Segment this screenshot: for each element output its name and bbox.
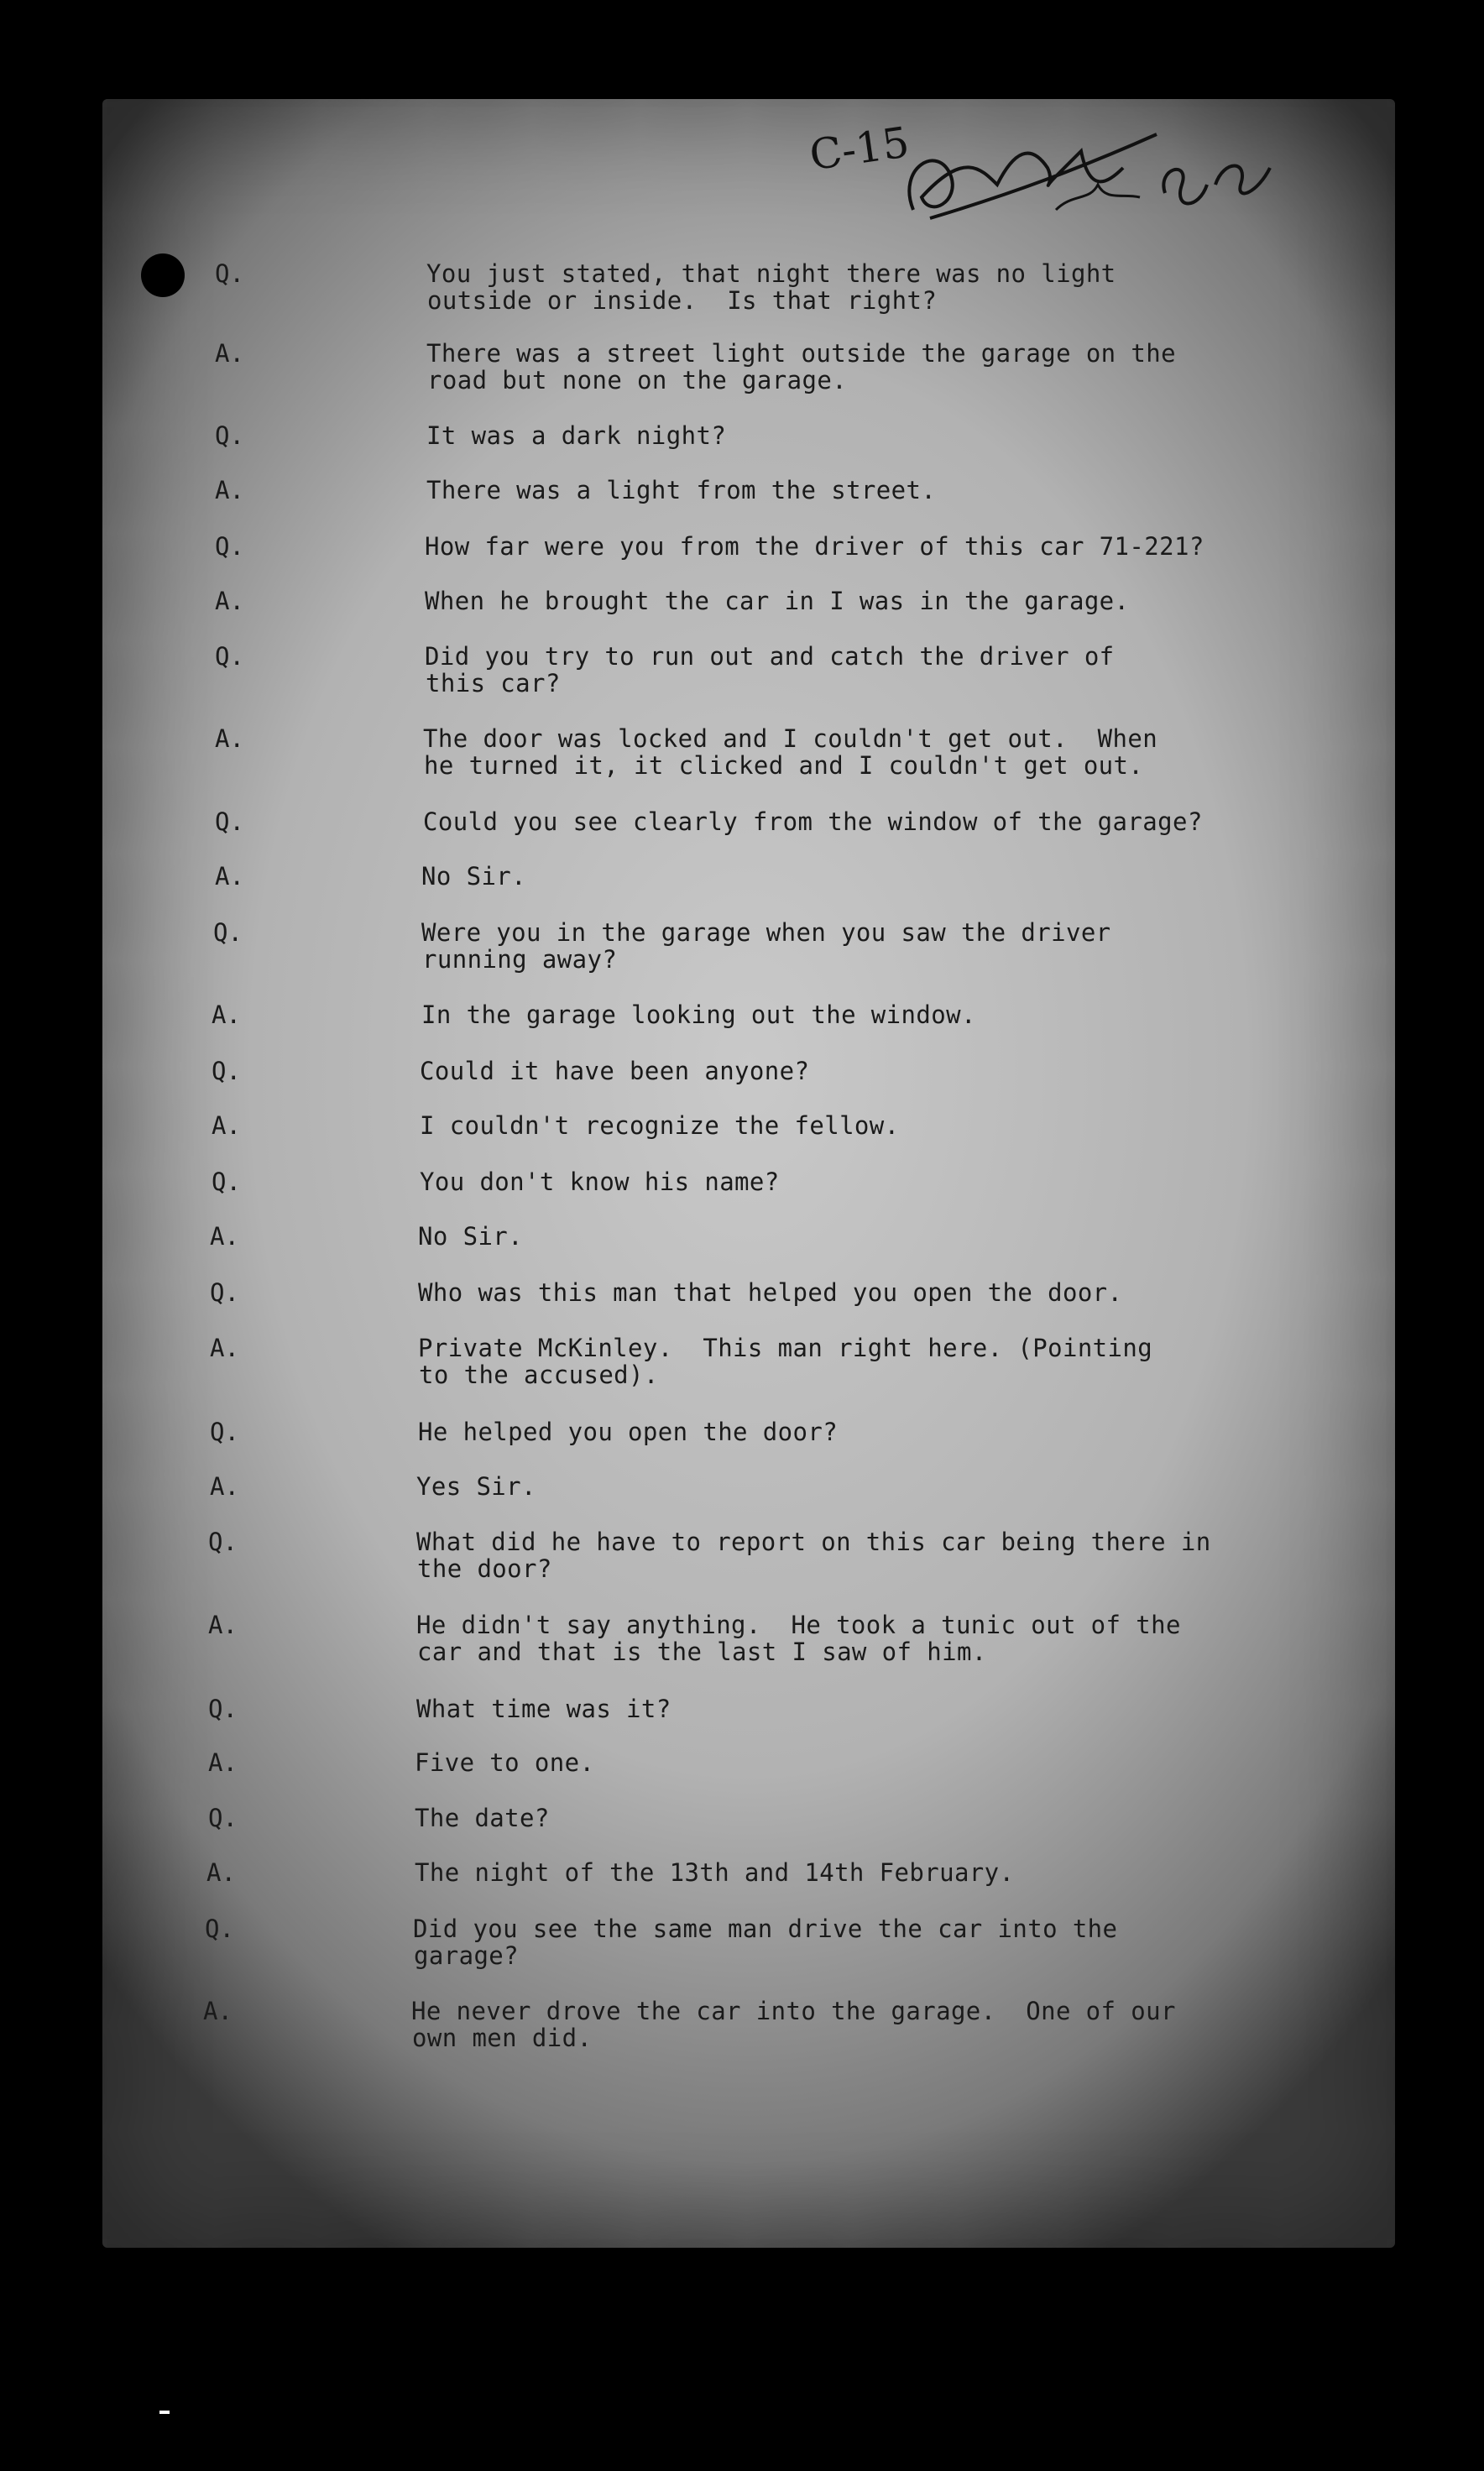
speaker-label: A. [215,862,244,891]
entry-text-line: he turned it, it clicked and I couldn't get out. [424,751,1144,780]
entry-text-line: No Sir. [418,1222,524,1251]
annotation-label: C-15 [807,118,912,180]
entry-text-line: How far were you from the driver of this car 71-221? [425,532,1204,561]
speaker-label: Q. [210,1278,239,1307]
speaker-label: A. [210,1334,239,1362]
handwritten-signature-icon [804,118,1291,243]
entry-text-line: He never drove the car into the garage. One of our [411,1997,1176,2025]
speaker-label: A. [210,1222,239,1251]
entry-text-line: The night of the 13th and 14th February. [415,1858,1015,1887]
speaker-label: Q. [208,1695,238,1723]
speaker-label: Q. [212,1057,241,1085]
entry-text-line: Who was this man that helped you open the door. [418,1278,1123,1307]
entry-text-line: Did you see the same man drive the car into the [413,1915,1118,1943]
entry-text-line: the door? [417,1554,552,1583]
entry-text-line: No Sir. [421,862,527,891]
speaker-label: A. [215,587,244,615]
entry-text-line: There was a light from the street. [426,476,937,504]
entry-text-line: Could it have been anyone? [420,1057,810,1085]
entry-text-line: There was a street light outside the garage on the [426,339,1176,368]
entry-text-line: You just stated, that night there was no light [426,259,1116,288]
scan-mark [159,2411,170,2414]
entry-text-line: to the accused). [419,1361,659,1389]
handwritten-annotation [804,118,1291,243]
entry-text-line: What did he have to report on this car being there in [416,1528,1211,1556]
entry-text-line: Did you try to run out and catch the driver of [425,642,1115,671]
speaker-label: Q. [208,1804,238,1832]
entry-text-line: It was a dark night? [426,421,727,450]
entry-text-line: road but none on the garage. [427,366,848,394]
entry-text-line: car and that is the last I saw of him. [417,1638,987,1666]
entry-text-line: Yes Sir. [416,1472,536,1501]
entry-text-line: The door was locked and I couldn't get out. When [423,724,1158,753]
speaker-label: Q. [213,918,243,947]
entry-text-line: Were you in the garage when you saw the driver [421,918,1111,947]
speaker-label: A. [215,724,244,753]
speaker-label: A. [208,1748,238,1777]
entry-text-line: I couldn't recognize the fellow. [420,1111,900,1140]
speaker-label: A. [212,1000,241,1029]
speaker-label: Q. [215,532,244,561]
entry-text-line: You don't know his name? [420,1168,780,1196]
entry-text-line: In the garage looking out the window. [421,1000,976,1029]
speaker-label: A. [210,1472,239,1501]
entry-text-line: What time was it? [416,1695,671,1723]
speaker-label: Q. [215,642,244,671]
speaker-label: Q. [205,1915,234,1943]
entry-text-line: The date? [415,1804,550,1832]
entry-text-line: own men did. [412,2024,593,2052]
speaker-label: Q. [208,1528,238,1556]
entry-text-line: this car? [426,669,561,697]
entry-text-line: running away? [422,945,618,974]
speaker-label: Q. [215,421,244,450]
punch-hole [141,253,185,297]
speaker-label: Q. [212,1168,241,1196]
speaker-label: Q. [215,259,244,288]
entry-text-line: garage? [414,1941,520,1970]
speaker-label: A. [215,339,244,368]
entry-text-line: Private McKinley. This man right here. (Pointing [418,1334,1153,1362]
speaker-label: A. [208,1611,238,1639]
speaker-label: A. [215,476,244,504]
speaker-label: A. [203,1997,233,2025]
entry-text-line: outside or inside. Is that right? [427,286,938,315]
entry-text-line: He didn't say anything. He took a tunic out of the [416,1611,1181,1639]
speaker-label: A. [212,1111,241,1140]
entry-text-line: Five to one. [415,1748,595,1777]
entry-text-line: Could you see clearly from the window of the garage? [423,807,1203,836]
speaker-label: Q. [215,807,244,836]
entry-text-line: He helped you open the door? [418,1418,839,1446]
speaker-label: A. [206,1858,236,1887]
entry-text-line: When he brought the car in I was in the garage. [425,587,1130,615]
speaker-label: Q. [210,1418,239,1446]
